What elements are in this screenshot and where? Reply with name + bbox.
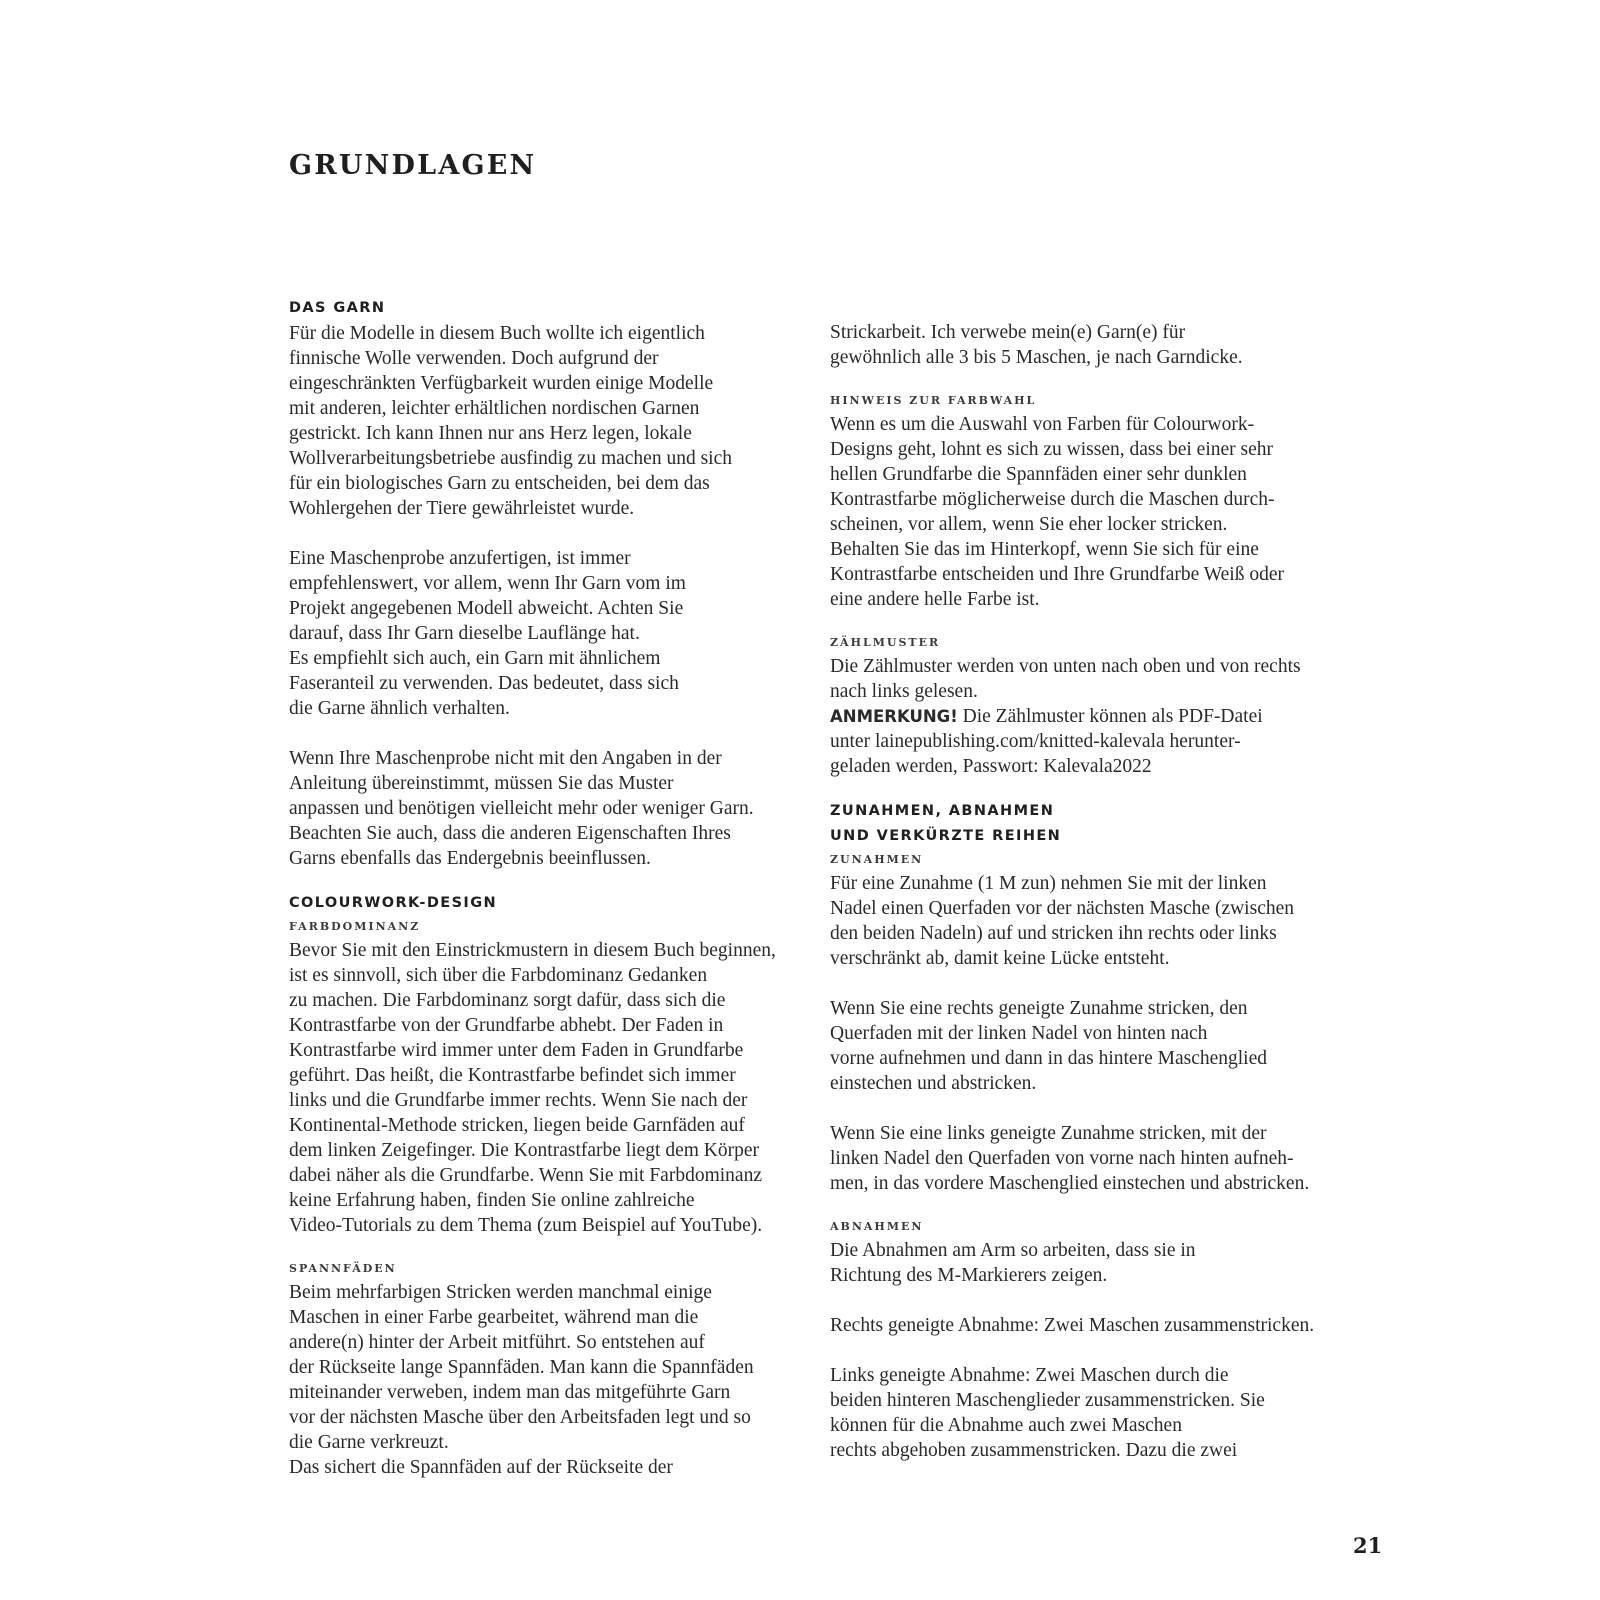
text-line: Es empfiehlt sich auch, ein Garn mit ähnlichem — [289, 648, 661, 669]
text-line: eine andere helle Farbe ist. — [830, 589, 1040, 610]
text-line: Beachten Sie auch, dass die anderen Eigenschaften Ihres — [289, 823, 731, 844]
text-line: Designs geht, lohnt es sich zu wissen, dass bei einer sehr — [830, 439, 1273, 460]
text-line: Video-Tutorials zu dem Thema (zum Beispiel auf YouTube). — [289, 1215, 763, 1236]
text-line: darauf, dass Ihr Garn dieselbe Lauflänge hat. — [289, 623, 640, 644]
text-line: Kontinental-Methode stricken, liegen beide Garnfäden auf — [289, 1115, 745, 1136]
text-line: Nadel einen Querfaden vor der nächsten Masche (zwischen — [830, 898, 1295, 919]
section-heading-verkuerzte-reihen: UND VERKÜRZTE REIHEN — [830, 828, 1062, 844]
text-line: linken Nadel den Querfaden von vorne nach hinten aufneh- — [830, 1148, 1294, 1169]
text-line: für ein biologisches Garn zu entscheiden, bei dem das — [289, 473, 710, 494]
text-line: andere(n) hinter der Arbeit mitführt. So entstehen auf — [289, 1332, 705, 1353]
text-line: Strickarbeit. Ich verwebe mein(e) Garn(e) für — [830, 322, 1186, 343]
note-text: Die Zählmuster können als PDF-Datei — [957, 706, 1263, 727]
paragraph-continuation — [830, 320, 1330, 370]
text-line: eingeschränkten Verfügbarkeit wurden einige Modelle — [289, 373, 714, 394]
text-line: Die Zählmuster werden von unten nach oben und von rechts — [830, 656, 1301, 677]
paragraph-abnahmen-1 — [830, 1238, 1330, 1288]
text-line: Links geneigte Abnahme: Zwei Maschen durch die — [830, 1365, 1229, 1386]
text-line: keine Erfahrung haben, finden Sie online zahlreiche — [289, 1190, 695, 1211]
subheading-zunahmen: ZUNAHMEN — [830, 853, 924, 866]
text-line: Faseranteil zu verwenden. Das bedeutet, dass sich — [289, 673, 679, 694]
text-line: die Garne verkreuzt. — [289, 1432, 449, 1453]
text-line: Wenn Sie eine links geneigte Zunahme stricken, mit der — [830, 1123, 1267, 1144]
text-line: nach links gelesen. — [830, 681, 978, 702]
right-column — [830, 320, 1330, 1463]
text-line: Kontrastfarbe von der Grundfarbe abhebt. Der Faden in — [289, 1015, 724, 1036]
text-line: Wenn es um die Auswahl von Farben für Colourwork- — [830, 414, 1255, 435]
text-line: die Garne ähnlich verhalten. — [289, 698, 510, 719]
text-line: beiden hinteren Maschenglieder zusammenstricken. Sie — [830, 1390, 1265, 1411]
note-line — [830, 704, 1330, 729]
page-number: 21 — [1353, 1533, 1383, 1558]
text-line: zu machen. Die Farbdominanz sorgt dafür, dass sich die — [289, 990, 726, 1011]
text-line: Wenn Sie eine rechts geneigte Zunahme stricken, den — [830, 998, 1248, 1019]
text-line: geführt. Das heißt, die Kontrastfarbe befindet sich immer — [289, 1065, 736, 1086]
text-line: Behalten Sie das im Hinterkopf, wenn Sie sich für eine — [830, 539, 1259, 560]
text-line: Die Abnahmen am Arm so arbeiten, dass sie in — [830, 1240, 1196, 1261]
subheading-zaehlmuster: ZÄHLMUSTER — [830, 636, 941, 649]
text-line: dem linken Zeigefinger. Die Kontrastfarbe liegt dem Körper — [289, 1140, 759, 1161]
text-line: Anleitung übereinstimmt, müssen Sie das Muster — [289, 773, 674, 794]
text-line: unter lainepublishing.com/knitted-kalevala herunter- — [830, 731, 1241, 752]
text-line: anpassen und benötigen vielleicht mehr oder weniger Garn. — [289, 798, 754, 819]
text-line: Wollverarbeitungsbetriebe ausfindig zu machen und sich — [289, 448, 732, 469]
text-line: können für die Abnahme auch zwei Maschen — [830, 1415, 1182, 1436]
text-line: Bevor Sie mit den Einstrickmustern in diesem Buch beginnen, — [289, 940, 776, 961]
text-line: scheinen, vor allem, wenn Sie eher locker stricken. — [830, 514, 1228, 535]
text-line: einstechen und abstricken. — [830, 1073, 1037, 1094]
text-line: Das sichert die Spannfäden auf der Rückseite der — [289, 1457, 673, 1478]
text-line: mit anderen, leichter erhältlichen nordischen Garnen — [289, 398, 700, 419]
text-line: Richtung des M-Markierers zeigen. — [830, 1265, 1108, 1286]
text-line: dabei näher als die Grundfarbe. Wenn Sie mit Farbdominanz — [289, 1165, 762, 1186]
subheading-abnahmen: ABNAHMEN — [830, 1220, 924, 1233]
text-line: Beim mehrfarbigen Stricken werden manchmal einige — [289, 1282, 712, 1303]
text-line: empfehlenswert, vor allem, wenn Ihr Garn vom im — [289, 573, 686, 594]
paragraph-farbdominanz — [289, 938, 789, 1238]
paragraph-abnahmen-3 — [830, 1363, 1330, 1463]
paragraph-zunahmen-2 — [830, 996, 1330, 1096]
text-line: Für eine Zunahme (1 M zun) nehmen Sie mit der linken — [830, 873, 1267, 894]
subheading-farbwahl: HINWEIS ZUR FARBWAHL — [830, 394, 1037, 407]
text-line: men, in das vordere Maschenglied einstechen und abstricken. — [830, 1173, 1310, 1194]
left-column — [289, 296, 789, 1480]
paragraph-zaehlmuster — [830, 654, 1330, 779]
text-line: der Rückseite lange Spannfäden. Man kann die Spannfäden — [289, 1357, 754, 1378]
text-line: Wohlergehen der Tiere gewährleistet wurde. — [289, 498, 635, 519]
text-line: Kontrastfarbe wird immer unter dem Faden in Grundfarbe — [289, 1040, 744, 1061]
text-line: Querfaden mit der linken Nadel von hinten nach — [830, 1023, 1208, 1044]
text-line: Garns ebenfalls das Endergebnis beeinflussen. — [289, 848, 651, 869]
text-line: Wenn Ihre Maschenprobe nicht mit den Angaben in der — [289, 748, 722, 769]
paragraph-garn-3 — [289, 746, 789, 871]
paragraph-garn-1 — [289, 321, 789, 521]
text-line: den beiden Nadeln) auf und stricken ihn rechts oder links — [830, 923, 1277, 944]
text-line: links und die Grundfarbe immer rechts. Wenn Sie nach der — [289, 1090, 748, 1111]
text-line: ist es sinnvoll, sich über die Farbdominanz Gedanken — [289, 965, 708, 986]
section-heading-zunahmen-abnahmen: ZUNAHMEN, ABNAHMEN — [830, 803, 1055, 819]
text-line: gewöhnlich alle 3 bis 5 Maschen, je nach Garndicke. — [830, 347, 1243, 368]
text-line: Projekt angegebenen Modell abweicht. Achten Sie — [289, 598, 684, 619]
paragraph-garn-2 — [289, 546, 789, 721]
paragraph-zunahmen-3 — [830, 1121, 1330, 1196]
text-line: Eine Maschenprobe anzufertigen, ist immer — [289, 548, 631, 569]
paragraph-zunahmen-1 — [830, 871, 1330, 971]
page-title: GRUNDLAGEN — [289, 150, 537, 181]
text-line: Rechts geneigte Abnahme: Zwei Maschen zusammenstricken. — [830, 1315, 1315, 1336]
text-line: rechts abgehoben zusammenstricken. Dazu die zwei — [830, 1440, 1238, 1461]
text-line: gestrickt. Ich kann Ihnen nur ans Herz legen, lokale — [289, 423, 692, 444]
text-line: vorne aufnehmen und dann in das hintere Maschenglied — [830, 1048, 1267, 1069]
text-line: miteinander verweben, indem man das mitgeführte Garn — [289, 1382, 731, 1403]
subheading-spannfaeden: SPANNFÄDEN — [289, 1262, 397, 1275]
section-heading-colourwork: COLOURWORK-DESIGN — [289, 895, 498, 911]
text-line: vor der nächsten Masche über den Arbeitsfaden legt und so — [289, 1407, 751, 1428]
text-line: hellen Grundfarbe die Spannfäden einer sehr dunklen — [830, 464, 1247, 485]
note-label: ANMERKUNG! — [830, 707, 958, 726]
text-line: Kontrastfarbe möglicherweise durch die Maschen durch- — [830, 489, 1275, 510]
text-line: verschränkt ab, damit keine Lücke entsteht. — [830, 948, 1170, 969]
subheading-farbdominanz: FARBDOMINANZ — [289, 920, 421, 933]
text-line: Für die Modelle in diesem Buch wollte ich eigentlich — [289, 323, 705, 344]
paragraph-farbwahl — [830, 412, 1330, 612]
paragraph-spannfaeden — [289, 1280, 789, 1480]
text-line: finnische Wolle verwenden. Doch aufgrund der — [289, 348, 659, 369]
section-heading-garn: DAS GARN — [289, 300, 386, 316]
text-line: Maschen in einer Farbe gearbeitet, während man die — [289, 1307, 699, 1328]
text-line: geladen werden, Passwort: Kalevala2022 — [830, 756, 1152, 777]
paragraph-abnahmen-2 — [830, 1313, 1330, 1338]
text-line: Kontrastfarbe entscheiden und Ihre Grundfarbe Weiß oder — [830, 564, 1284, 585]
